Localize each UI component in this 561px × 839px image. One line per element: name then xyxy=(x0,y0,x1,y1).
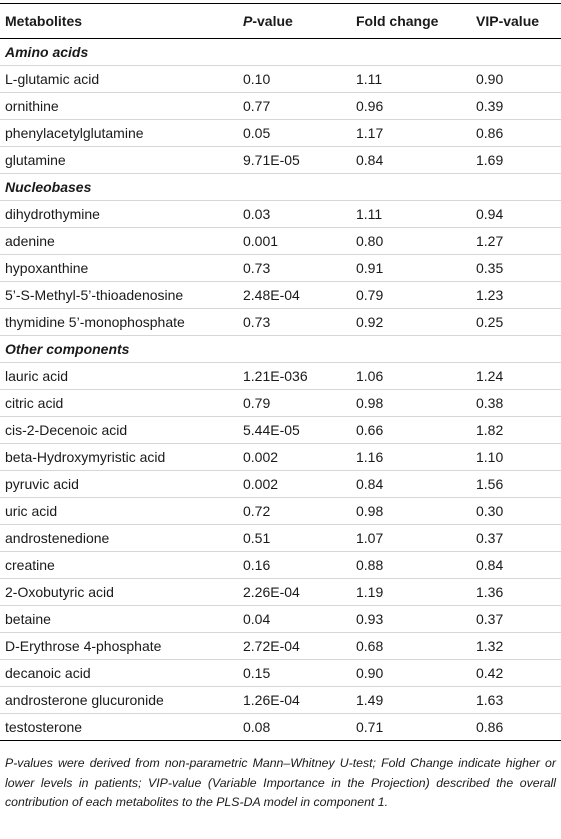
metabolite-name-cell: phenylacetylglutamine xyxy=(0,120,238,147)
table-row xyxy=(0,471,561,498)
fold-change-cell: 1.49 xyxy=(351,687,471,714)
vip-value-cell: 1.69 xyxy=(471,147,561,174)
header-p-value xyxy=(238,4,351,39)
fold-change-cell: 1.11 xyxy=(351,201,471,228)
p-value-cell: 0.73 xyxy=(238,255,351,282)
vip-value-cell: 0.37 xyxy=(471,606,561,633)
table-row xyxy=(0,606,561,633)
metabolite-name-cell: betaine xyxy=(0,606,238,633)
vip-value-cell: 1.36 xyxy=(471,579,561,606)
metabolite-name-cell: testosterone xyxy=(0,714,238,741)
p-value-cell: 2.26E-04 xyxy=(238,579,351,606)
table-row xyxy=(0,120,561,147)
fold-change-cell: 1.17 xyxy=(351,120,471,147)
vip-value-cell: 0.25 xyxy=(471,309,561,336)
metabolite-name-cell: ornithine xyxy=(0,93,238,120)
section-row xyxy=(0,174,561,201)
table-row xyxy=(0,579,561,606)
section-label: Amino acids xyxy=(0,39,561,66)
p-value-cell: 2.72E-04 xyxy=(238,633,351,660)
table-row xyxy=(0,93,561,120)
metabolite-name-cell: thymidine 5’-monophosphate xyxy=(0,309,238,336)
metabolite-name-cell: glutamine xyxy=(0,147,238,174)
fold-change-cell: 0.66 xyxy=(351,417,471,444)
metabolite-name-cell: dihydrothymine xyxy=(0,201,238,228)
p-value-cell: 0.04 xyxy=(238,606,351,633)
metabolite-name-cell: androsterone glucuronide xyxy=(0,687,238,714)
p-value-cell: 0.73 xyxy=(238,309,351,336)
fold-change-cell: 0.88 xyxy=(351,552,471,579)
fold-change-cell: 0.71 xyxy=(351,714,471,741)
section-row xyxy=(0,39,561,66)
metabolite-name-cell: androstenedione xyxy=(0,525,238,552)
metabolite-name-cell: uric acid xyxy=(0,498,238,525)
fold-change-cell: 0.91 xyxy=(351,255,471,282)
vip-value-cell: 1.24 xyxy=(471,363,561,390)
fold-change-cell: 0.98 xyxy=(351,498,471,525)
metabolites-table xyxy=(0,3,561,741)
metabolite-name-cell: beta-Hydroxymyristic acid xyxy=(0,444,238,471)
metabolite-name-cell: 5’-S-Methyl-5’-thioadenosine xyxy=(0,282,238,309)
header-metabolites: Metabolites xyxy=(0,4,238,39)
fold-change-cell: 0.93 xyxy=(351,606,471,633)
vip-value-cell: 0.84 xyxy=(471,552,561,579)
fold-change-cell: 0.84 xyxy=(351,471,471,498)
table-row xyxy=(0,255,561,282)
table-row xyxy=(0,417,561,444)
p-value-cell: 0.15 xyxy=(238,660,351,687)
metabolite-name-cell: decanoic acid xyxy=(0,660,238,687)
fold-change-cell: 1.11 xyxy=(351,66,471,93)
table-footnote: P-values were derived from non-parametric Mann–Whitney U-test; Fold Change indicate higher or lower levels in patients; VIP-value (Variable Importance in the Projection) described the overall contribution of each metabolites to the PLS-DA model in component 1. xyxy=(5,756,556,809)
p-value-cell: 0.002 xyxy=(238,471,351,498)
fold-change-cell: 0.79 xyxy=(351,282,471,309)
table-row xyxy=(0,525,561,552)
header-row xyxy=(0,4,561,39)
vip-value-cell: 1.63 xyxy=(471,687,561,714)
p-value-cell: 0.72 xyxy=(238,498,351,525)
metabolite-name-cell: adenine xyxy=(0,228,238,255)
vip-value-cell: 1.23 xyxy=(471,282,561,309)
vip-value-cell: 0.35 xyxy=(471,255,561,282)
table-row xyxy=(0,687,561,714)
fold-change-cell: 1.19 xyxy=(351,579,471,606)
p-value-cell: 0.51 xyxy=(238,525,351,552)
vip-value-cell: 0.86 xyxy=(471,120,561,147)
fold-change-cell: 0.90 xyxy=(351,660,471,687)
p-value-cell: 0.77 xyxy=(238,93,351,120)
table-row xyxy=(0,147,561,174)
fold-change-cell: 0.98 xyxy=(351,390,471,417)
header-p-value-italic: P xyxy=(243,13,253,29)
vip-value-cell: 0.86 xyxy=(471,714,561,741)
table-row xyxy=(0,714,561,741)
p-value-cell: 0.001 xyxy=(238,228,351,255)
table-row xyxy=(0,201,561,228)
p-value-cell: 0.03 xyxy=(238,201,351,228)
section-label: Other components xyxy=(0,336,561,363)
section-row xyxy=(0,336,561,363)
p-value-cell: 5.44E-05 xyxy=(238,417,351,444)
table-row xyxy=(0,552,561,579)
metabolite-name-cell: cis-2-Decenoic acid xyxy=(0,417,238,444)
table-row xyxy=(0,444,561,471)
table-row xyxy=(0,228,561,255)
fold-change-cell: 1.16 xyxy=(351,444,471,471)
metabolite-name-cell: citric acid xyxy=(0,390,238,417)
vip-value-cell: 1.82 xyxy=(471,417,561,444)
fold-change-cell: 0.68 xyxy=(351,633,471,660)
fold-change-cell: 0.80 xyxy=(351,228,471,255)
header-p-value-suffix: -value xyxy=(252,13,293,29)
header-fold-change: Fold change xyxy=(351,4,471,39)
metabolite-name-cell: pyruvic acid xyxy=(0,471,238,498)
metabolite-name-cell: creatine xyxy=(0,552,238,579)
p-value-cell: 1.26E-04 xyxy=(238,687,351,714)
table-header xyxy=(0,4,561,39)
metabolite-name-cell: D-Erythrose 4-phosphate xyxy=(0,633,238,660)
p-value-cell: 1.21E-036 xyxy=(238,363,351,390)
table-row xyxy=(0,390,561,417)
p-value-cell: 0.10 xyxy=(238,66,351,93)
p-value-cell: 0.79 xyxy=(238,390,351,417)
table-row xyxy=(0,282,561,309)
p-value-cell: 9.71E-05 xyxy=(238,147,351,174)
vip-value-cell: 0.37 xyxy=(471,525,561,552)
table-row xyxy=(0,498,561,525)
fold-change-cell: 0.96 xyxy=(351,93,471,120)
fold-change-cell: 1.06 xyxy=(351,363,471,390)
p-value-cell: 0.16 xyxy=(238,552,351,579)
fold-change-cell: 0.84 xyxy=(351,147,471,174)
metabolite-name-cell: hypoxanthine xyxy=(0,255,238,282)
metabolite-name-cell: L-glutamic acid xyxy=(0,66,238,93)
fold-change-cell: 0.92 xyxy=(351,309,471,336)
table-body xyxy=(0,39,561,741)
p-value-cell: 2.48E-04 xyxy=(238,282,351,309)
metabolite-name-cell: lauric acid xyxy=(0,363,238,390)
p-value-cell: 0.002 xyxy=(238,444,351,471)
p-value-cell: 0.05 xyxy=(238,120,351,147)
vip-value-cell: 1.10 xyxy=(471,444,561,471)
vip-value-cell: 0.38 xyxy=(471,390,561,417)
vip-value-cell: 1.32 xyxy=(471,633,561,660)
vip-value-cell: 1.56 xyxy=(471,471,561,498)
section-label: Nucleobases xyxy=(0,174,561,201)
fold-change-cell: 1.07 xyxy=(351,525,471,552)
p-value-cell: 0.08 xyxy=(238,714,351,741)
table-row xyxy=(0,309,561,336)
vip-value-cell: 0.94 xyxy=(471,201,561,228)
header-vip-value: VIP-value xyxy=(471,4,561,39)
vip-value-cell: 0.30 xyxy=(471,498,561,525)
table-row xyxy=(0,363,561,390)
table-row xyxy=(0,66,561,93)
table-row xyxy=(0,660,561,687)
vip-value-cell: 0.42 xyxy=(471,660,561,687)
vip-value-cell: 0.90 xyxy=(471,66,561,93)
vip-value-cell: 1.27 xyxy=(471,228,561,255)
metabolite-name-cell: 2-Oxobutyric acid xyxy=(0,579,238,606)
table-row xyxy=(0,633,561,660)
vip-value-cell: 0.39 xyxy=(471,93,561,120)
